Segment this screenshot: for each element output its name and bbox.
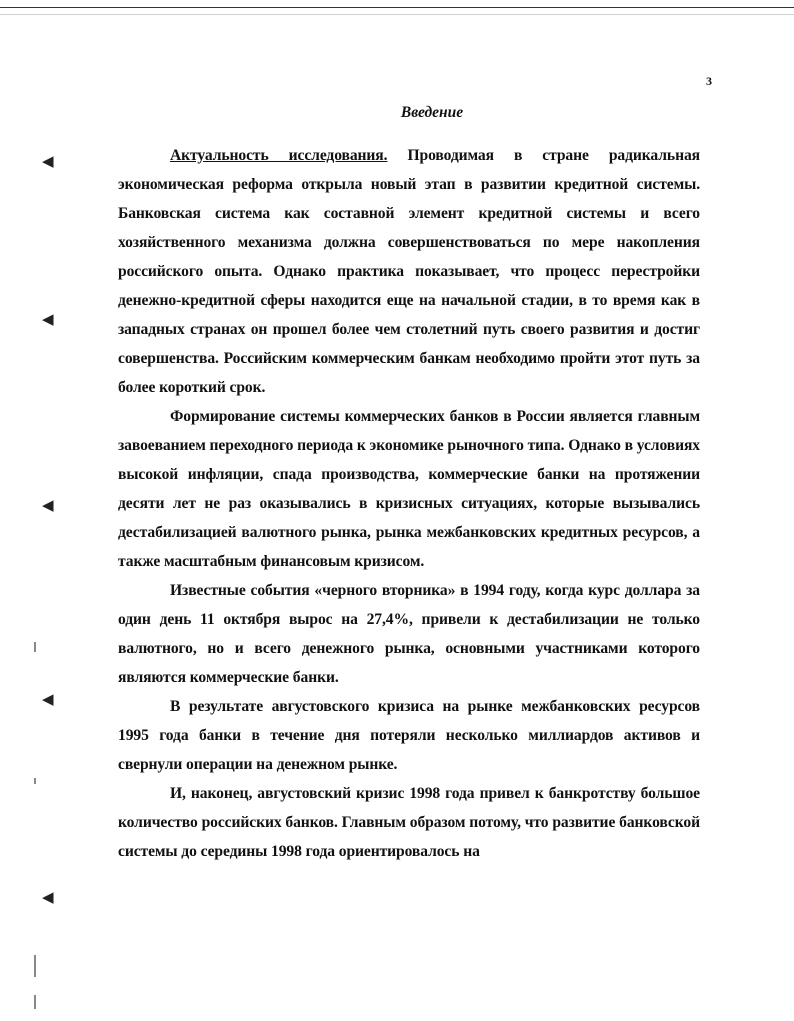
paragraph-text: Проводимая в стране радикальная экономическая реформа открыла новый этап в развитии кредитной системы. Банковская система как составной элемент кредитной системы и всего хозяйственного механизма должна совершенствоваться по мере накопления российского опыта. Однако практика показывает, что процесс перестройки денежно-кредитной сферы находится еще на начальной стадии, в то время как в западных странах он прошел более чем столетний путь своего развития и достиг совершенства. Российским коммерческим банкам необходимо пройти этот путь за более короткий срок. [118,147,700,396]
binder-hole-mark-icon: ◀ [42,692,54,708]
paragraph-1995-crisis: В результате августовского кризиса на рынке межбанковских ресурсов 1995 года банки в течение дня потеряли несколько миллиардов активов и свернули операции на денежном рынке. [118,698,700,773]
binder-hole-mark-icon: ◀ [42,312,54,328]
paragraph-1998-crisis: И, наконец, августовский кризис 1998 года привел к банкротству большое количество российских банков. Главным образом потому, что развитие банковской системы до середины 1998 года ориентировалось на [118,785,700,860]
binder-hole-mark-icon: ◀ [42,498,54,514]
page-number: 3 [706,74,712,88]
scan-artifact [34,955,36,977]
scan-artifact [34,778,36,784]
document-body [118,141,700,866]
scan-top-border [0,7,794,8]
binder-hole-mark-icon: ◀ [42,154,54,170]
binder-hole-mark-icon: ◀ [42,890,54,906]
scan-artifact [34,642,36,652]
section-heading: Введение [400,104,464,121]
paragraph-relevance [118,141,700,402]
scan-artifact [34,995,36,1009]
scan-top-border-secondary [0,14,794,15]
paragraph-banking-system: Формирование системы коммерческих банков в России является главным завоеванием переходного периода к экономике рыночного типа. Однако в условиях высокой инфляции, спада производства, коммерческие банки на протяжении десяти лет не раз оказывались в кризисных ситуациях, которые вызывались дестабилизацией валютного рынка, рынка межбанковских кредитных ресурсов, а также масштабным финансовым кризисом. [118,408,700,570]
paragraph-lead: Актуальность исследования. [170,147,388,164]
paragraph-black-tuesday: Известные события «черного вторника» в 1994 году, когда курс доллара за один день 11 октября вырос на 27,4%, привели к дестабилизации не только валютного, но и всего денежного рынка, основными участниками которого являются коммерческие банки. [118,582,700,686]
